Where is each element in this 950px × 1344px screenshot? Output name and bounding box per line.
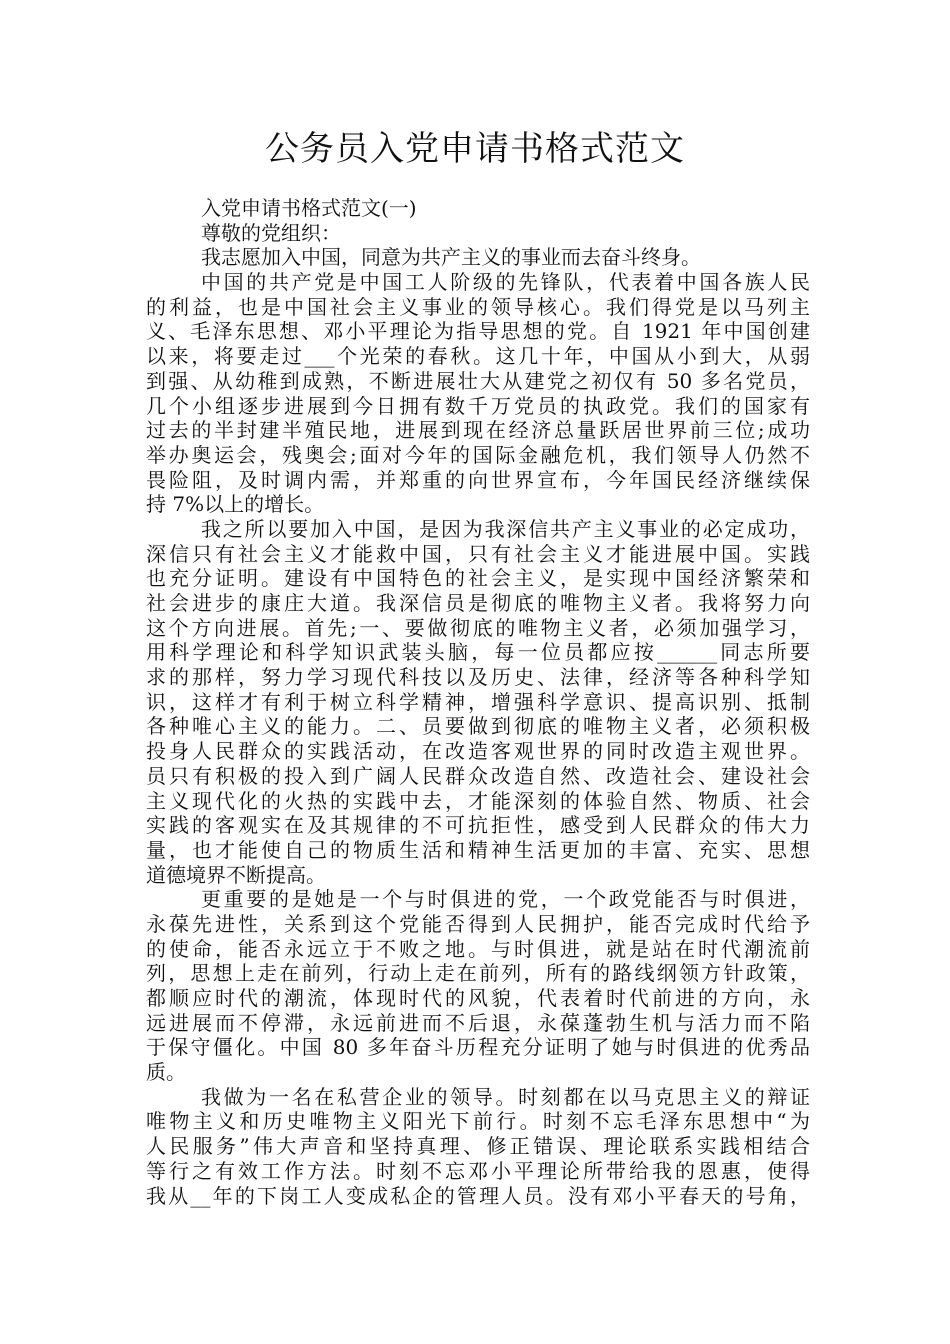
text-line: 几个小组逐步进展到今日拥有数千万党员的执政党。我们的国家有 xyxy=(146,393,810,418)
text-line: 畏险阻，及时调内需，并郑重的向世界宣布，今年国民经济继续保 xyxy=(146,467,810,492)
text-line: 实践的客观实在及其规律的不可抗拒性，感受到人民群众的伟大力 xyxy=(146,813,810,838)
text-line: 主义现代化的火热的实践中去，才能深刻的体验自然、物质、社会 xyxy=(146,788,810,813)
text-line: 求的那样，努力学习现代科技以及历史、法律，经济等各种科学知 xyxy=(146,665,810,690)
text-line: 的利益，也是中国社会主义事业的领导核心。我们得党是以马列主 xyxy=(146,294,810,319)
text-line: 我做为一名在私营企业的领导。时刻都在以马克思主义的辩证 xyxy=(201,1084,810,1109)
document-body xyxy=(146,196,810,1208)
text-line: 这个方向进展。首先;一、要做彻底的唯物主义者，必须加强学习， xyxy=(146,615,810,640)
text-line: 远进展而不停滞，永远前进而不后退，永葆蓬勃生机与活力而不陷 xyxy=(146,1010,810,1035)
text-line: 中国的共产党是中国工人阶级的先锋队，代表着中国各族人民 xyxy=(201,270,810,295)
text-line: 用科学理论和科学知识武装头脑，每一位员都应按______同志所要 xyxy=(146,640,810,665)
text-line: 社会进步的康庄大道。我深信员是彻底的唯物主义者。我将努力向 xyxy=(146,591,810,615)
text-line: 的使命，能否永远立于不败之地。与时俱进，就是站在时代潮流前 xyxy=(146,936,810,961)
text-line: 唯物主义和历史唯物主义阳光下前行。时刻不忘毛泽东思想中“为 xyxy=(146,1109,810,1134)
text-line: 我志愿加入中国，同意为共产主义的事业而去奋斗终身。 xyxy=(201,245,701,270)
text-line: 都顺应时代的潮流，体现时代的风貌，代表着时代前进的方向，永 xyxy=(146,986,810,1010)
text-line: 更重要的是她是一个与时俱进的党，一个政党能否与时俱进， xyxy=(201,887,810,912)
text-line: 质。 xyxy=(146,1060,186,1085)
text-line: 等行之有效工作方法。时刻不忘邓小平理论所带给我的恩惠，使得 xyxy=(146,1158,810,1183)
text-line: 列，思想上走在前列，行动上走在前列，所有的路线纲领方针政策， xyxy=(146,961,810,986)
text-line: 量，也才能使自己的物质生活和精神生活更加的丰富、充实、思想 xyxy=(146,837,810,862)
document-title: 公务员入党申请书格式范文 xyxy=(265,129,685,169)
text-line: 举办奥运会，残奥会;面对今年的国际金融危机，我们领导人仍然不 xyxy=(146,442,810,467)
text-line: 过去的半封建半殖民地，进展到现在经济总量跃居世界前三位;成功 xyxy=(146,418,810,443)
text-line: 以来，将要走过___个光荣的春秋。这几十年，中国从小到大，从弱 xyxy=(146,344,810,369)
text-line: 永葆先进性，关系到这个党能否得到人民拥护，能否完成时代给予 xyxy=(146,911,810,936)
text-line: 到强、从幼稚到成熟，不断进展壮大从建党之初仅有 50 多名党员， xyxy=(146,368,810,393)
text-line: 我之所以要加入中国，是因为我深信共产主义事业的必定成功， xyxy=(201,516,810,541)
text-line: 义、毛泽东思想、邓小平理论为指导思想的党。自 1921 年中国创建 xyxy=(146,319,810,344)
text-line: 员只有积极的投入到广阔人民群众改造自然、改造社会、建设社会 xyxy=(146,763,810,788)
text-line: 持 7%以上的增长。 xyxy=(146,492,325,517)
text-line: 投身人民群众的实践活动，在改造客观世界的同时改造主观世界。 xyxy=(146,739,810,764)
text-line: 各种唯心主义的能力。二、员要做到彻底的唯物主义者，必须积极 xyxy=(146,714,810,739)
text-line: 我从__年的下岗工人变成私企的管理人员。没有邓小平春天的号角， xyxy=(146,1183,810,1208)
text-line: 也充分证明。建设有中国特色的社会主义，是实现中国经济繁荣和 xyxy=(146,566,810,591)
text-line: 深信只有社会主义才能救中国，只有社会主义才能进展中国。实践 xyxy=(146,541,810,566)
text-line: 入党申请书格式范文(一) xyxy=(201,196,417,220)
text-line: 人民服务”伟大声音和坚持真理、修正错误、理论联系实践相结合 xyxy=(146,1134,810,1159)
text-line: 尊敬的党组织： xyxy=(201,220,341,245)
text-line: 道德境界不断提高。 xyxy=(146,862,326,887)
text-line: 于保守僵化。中国 80 多年奋斗历程充分证明了她与时俱进的优秀品 xyxy=(146,1035,810,1060)
text-line: 识，这样才有利于树立科学精神，增强科学意识、提高识别、抵制 xyxy=(146,689,810,714)
